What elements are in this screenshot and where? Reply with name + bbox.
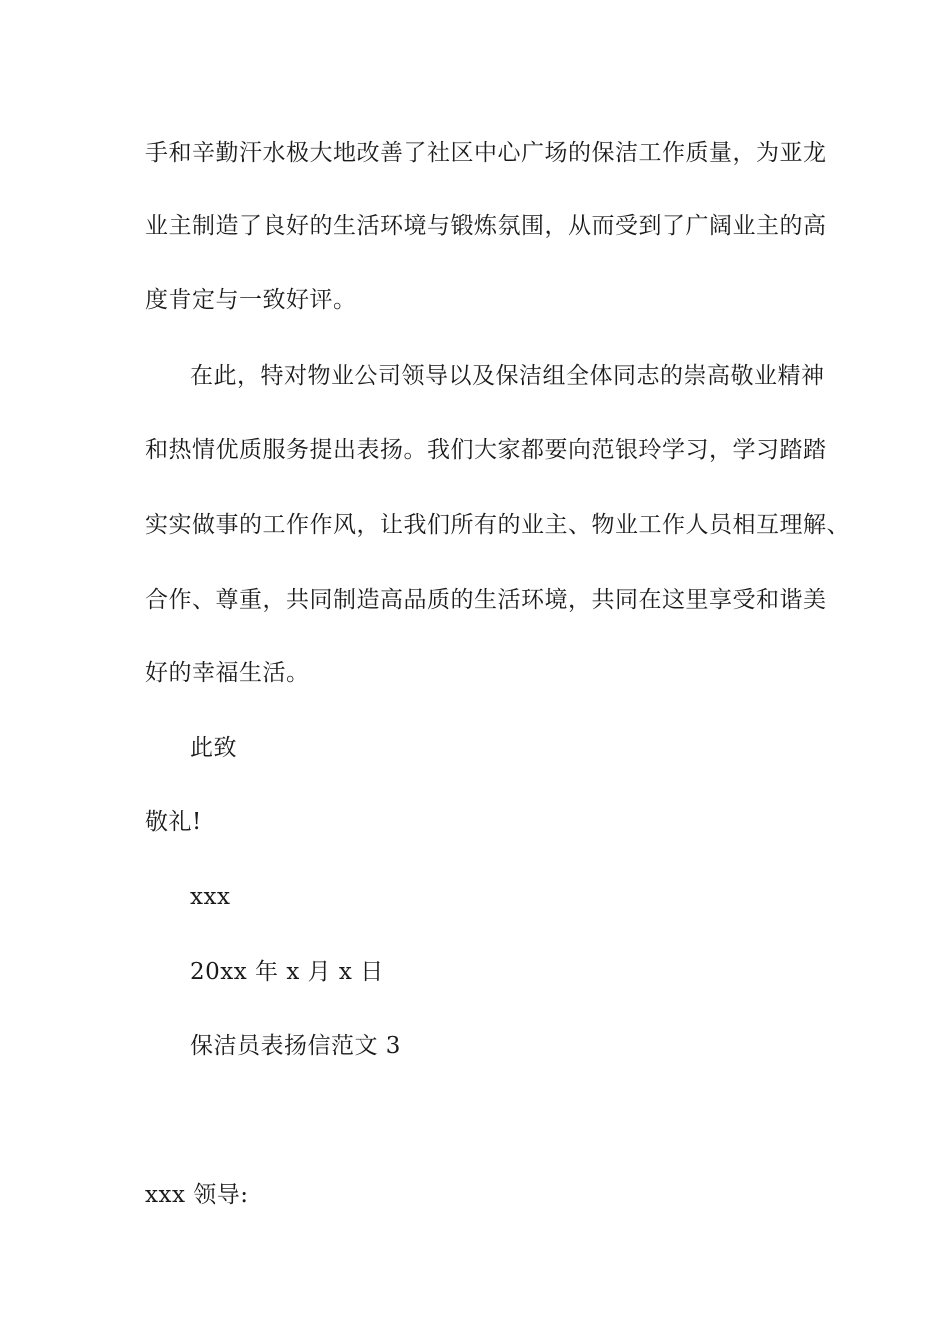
paragraph-line: 好的幸福生活。: [145, 660, 310, 686]
section-title: 保洁员表扬信范文 3: [190, 1033, 401, 1059]
closing-greeting: 此致: [190, 735, 237, 761]
paragraph-line: 实实做事的工作作风，让我们所有的业主、物业工作人员相互理解、: [145, 512, 850, 538]
paragraph-line: 合作、尊重，共同制造高品质的生活环境，共同在这里享受和谐美: [145, 587, 827, 613]
paragraph-line: 度肯定与一致好评。: [145, 287, 357, 313]
closing-salute: 敬礼!: [145, 809, 202, 835]
paragraph-line: 业主制造了良好的生活环境与锻炼氛围，从而受到了广阔业主的高: [145, 213, 827, 239]
paragraph-line: 和热情优质服务提出表扬。我们大家都要向范银玲学习，学习踏踏: [145, 437, 827, 463]
paragraph-line: 在此，特对物业公司领导以及保洁组全体同志的崇高敬业精神: [190, 363, 825, 389]
paragraph-line: 手和辛勤汗水极大地改善了社区中心广场的保洁工作质量，为亚龙: [145, 140, 827, 166]
signature: xxx: [190, 884, 231, 910]
letter-date: 20xx 年 x 月 x 日: [190, 959, 384, 985]
salutation: xxx 领导:: [145, 1182, 249, 1208]
